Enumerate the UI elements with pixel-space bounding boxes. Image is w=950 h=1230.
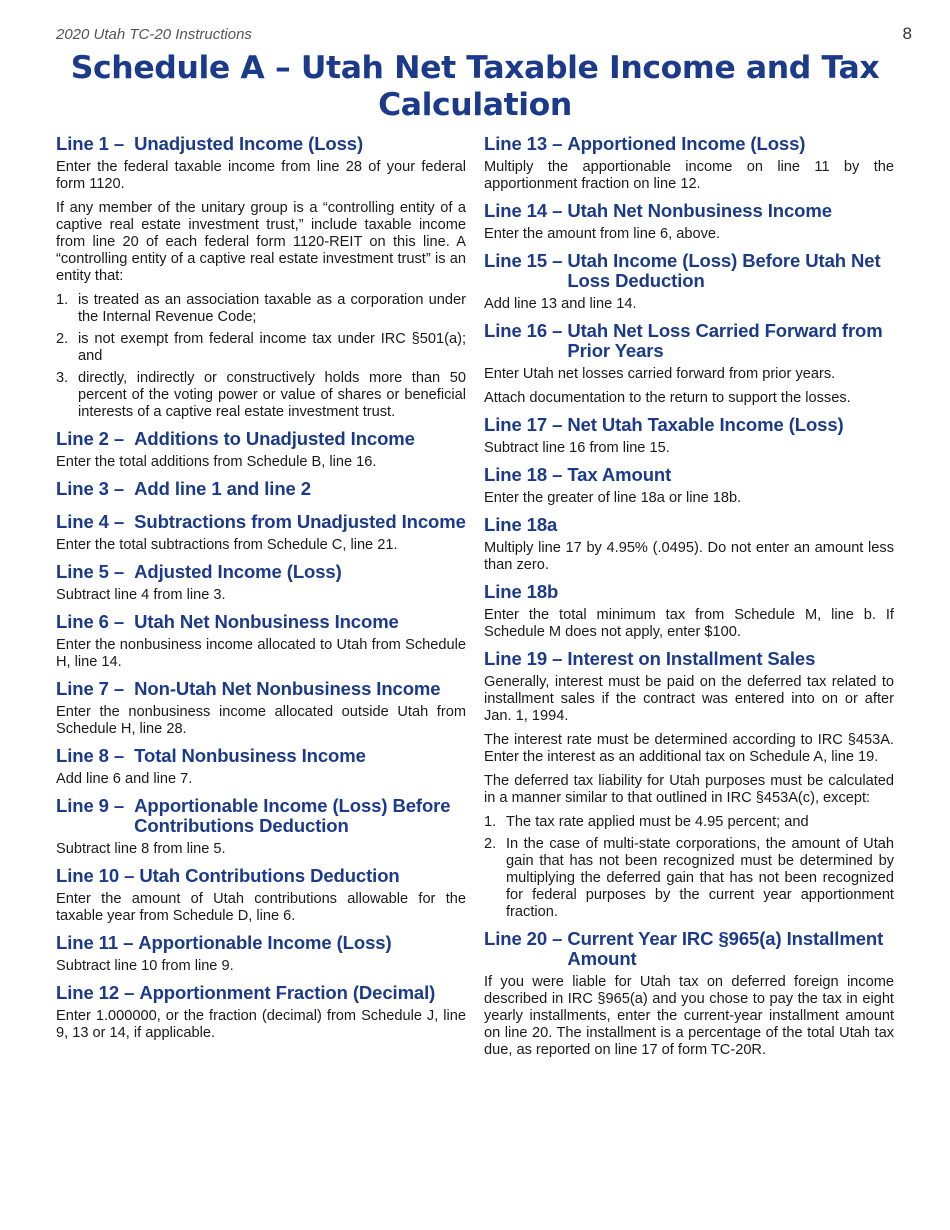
line-13-heading xyxy=(484,134,894,154)
line-1-heading xyxy=(56,134,466,154)
line-17-heading xyxy=(484,415,894,435)
line-11-title: Apportionable Income (Loss) xyxy=(138,932,392,953)
line-19-paragraph-1: Generally, interest must be paid on the deferred tax related to installment sales if the contract was entered into on or after Jan. 1, 1994. xyxy=(484,674,894,724)
line-10-label: Line 10 – xyxy=(56,865,140,886)
line-4-heading xyxy=(56,512,466,532)
right-column xyxy=(484,134,894,1067)
line-17-title: Net Utah Taxable Income (Loss) xyxy=(567,414,844,435)
line-12-label: Line 12 – xyxy=(56,982,140,1003)
section-line-16 xyxy=(484,321,894,407)
line-2-paragraph: Enter the total additions from Schedule B, line 16. xyxy=(56,454,377,470)
line-18b-paragraph: Enter the total minimum tax from Schedule M, line b. If Schedule M does not apply, enter $100. xyxy=(484,607,894,640)
line-16-paragraph-1: Enter Utah net losses carried forward from prior years. xyxy=(484,366,836,382)
line-3-title: Add line 1 and line 2 xyxy=(134,478,311,499)
list-item-text: is not exempt from federal income tax under IRC §501(a); and xyxy=(78,331,466,364)
line-19-paragraph-3: The deferred tax liability for Utah purposes must be calculated in a manner similar to that outlined in IRC §453A(c), except: xyxy=(484,773,894,806)
list-item xyxy=(484,814,894,831)
line-10-paragraph: Enter the amount of Utah contributions allowable for the taxable year from Schedule D, line 6. xyxy=(56,891,466,924)
line-9-label: Line 9 – xyxy=(56,795,135,816)
line-6-title: Utah Net Nonbusiness Income xyxy=(134,611,399,632)
line-16-title: Utah Net Loss Carried Forward from Prior Years xyxy=(567,320,883,361)
list-item-number: 2. xyxy=(484,836,497,852)
section-line-17 xyxy=(484,415,894,457)
line-7-label: Line 7 – xyxy=(56,678,135,699)
line-16-paragraph-2: Attach documentation to the return to support the losses. xyxy=(484,390,851,406)
section-line-19 xyxy=(484,649,894,921)
line-6-label: Line 6 – xyxy=(56,611,135,632)
section-line-12 xyxy=(56,983,466,1042)
line-18-paragraph: Enter the greater of line 18a or line 18b. xyxy=(484,490,742,506)
line-1-paragraph-1: Enter the federal taxable income from line 28 of your federal form 1120. xyxy=(56,159,466,192)
line-11-label: Line 11 – xyxy=(56,932,139,953)
line-9-paragraph: Subtract line 8 from line 5. xyxy=(56,841,226,857)
line-8-label: Line 8 – xyxy=(56,745,135,766)
list-item-text: is treated as an association taxable as a corporation under the Internal Revenue Code; xyxy=(78,292,466,325)
line-20-heading xyxy=(484,929,894,969)
line-10-title: Utah Contributions Deduction xyxy=(139,865,400,886)
list-item xyxy=(56,370,466,421)
line-12-paragraph: Enter 1.000000, or the fraction (decimal) from Schedule J, line 9, 13 or 14, if applicable. xyxy=(56,1008,466,1041)
line-6-paragraph: Enter the nonbusiness income allocated to Utah from Schedule H, line 14. xyxy=(56,637,466,670)
section-line-18b xyxy=(484,582,894,641)
line-5-label: Line 5 – xyxy=(56,561,135,582)
section-line-7 xyxy=(56,679,466,738)
line-14-title: Utah Net Nonbusiness Income xyxy=(567,200,832,221)
line-12-heading xyxy=(56,983,466,1003)
line-13-paragraph: Multiply the apportionable income on line 11 by the apportionment fraction on line 12. xyxy=(484,159,894,192)
line-5-title: Adjusted Income (Loss) xyxy=(134,561,342,582)
line-3-heading xyxy=(56,479,466,499)
section-line-1 xyxy=(56,134,466,421)
line-14-heading xyxy=(484,201,894,221)
line-19-title: Interest on Installment Sales xyxy=(567,648,816,669)
section-line-14 xyxy=(484,201,894,243)
line-18a-heading xyxy=(484,515,894,535)
line-2-heading xyxy=(56,429,466,449)
line-14-paragraph: Enter the amount from line 6, above. xyxy=(484,226,721,242)
list-item-text: directly, indirectly or constructively holds more than 50 percent of the voting power or value of shares or beneficial interests of a captive real estate investment trust. xyxy=(78,370,466,420)
line-20-label: Line 20 – xyxy=(484,928,568,949)
list-item xyxy=(484,836,894,921)
line-5-heading xyxy=(56,562,466,582)
line-19-paragraph-2: The interest rate must be determined according to IRC §453A. Enter the interest as an additional tax on Schedule A, line 19. xyxy=(484,732,894,765)
list-item-text: In the case of multi-state corporations, the amount of Utah gain that has not been recognized must be determined by multiplying the deferred gain that has not been recognized for federal purposes by the current year apportionment fraction. xyxy=(506,836,894,920)
list-item-number: 1. xyxy=(56,292,69,308)
line-7-paragraph: Enter the nonbusiness income allocated outside Utah from Schedule H, line 28. xyxy=(56,704,466,737)
list-item xyxy=(56,292,466,326)
section-line-2 xyxy=(56,429,466,471)
line-1-title: Unadjusted Income (Loss) xyxy=(134,133,364,154)
line-12-title: Apportionment Fraction (Decimal) xyxy=(139,982,436,1003)
section-line-13 xyxy=(484,134,894,193)
line-16-heading xyxy=(484,321,894,361)
page-title-line1: Schedule A – Utah Net Taxable Income and Tax xyxy=(70,50,880,86)
section-line-10 xyxy=(56,866,466,925)
line-8-paragraph: Add line 6 and line 7. xyxy=(56,771,193,787)
section-line-20 xyxy=(484,929,894,1059)
line-18a-paragraph: Multiply line 17 by 4.95% (.0495). Do not enter an amount less than zero. xyxy=(484,540,894,573)
list-item-number: 3. xyxy=(56,370,69,386)
line-8-heading xyxy=(56,746,466,766)
page-number: 8 xyxy=(902,24,912,43)
line-9-title: Apportionable Income (Loss) Before Contributions Deduction xyxy=(134,795,451,836)
line-18-title: Tax Amount xyxy=(567,464,672,485)
line-15-title: Utah Income (Loss) Before Utah Net Loss Deduction xyxy=(567,250,881,291)
line-10-heading xyxy=(56,866,466,886)
line-13-title: Apportioned Income (Loss) xyxy=(567,133,806,154)
line-3-label: Line 3 – xyxy=(56,478,135,499)
list-item-number: 2. xyxy=(56,331,69,347)
line-20-paragraph: If you were liable for Utah tax on deferred foreign income described in IRC §965(a) and you chose to pay the tax in eight yearly installments, enter the current-year installment amount on line 20. The installment is a percentage of the total Utah tax due, as reported on line 17 of form TC-20R. xyxy=(484,974,894,1058)
line-1-list xyxy=(56,292,466,421)
line-7-heading xyxy=(56,679,466,699)
section-line-4 xyxy=(56,512,466,554)
line-2-label: Line 2 – xyxy=(56,428,135,449)
line-2-title: Additions to Unadjusted Income xyxy=(134,428,415,449)
line-11-paragraph: Subtract line 10 from line 9. xyxy=(56,958,234,974)
list-item-text: The tax rate applied must be 4.95 percent; and xyxy=(506,814,809,830)
section-line-3 xyxy=(56,479,466,499)
section-line-18 xyxy=(484,465,894,507)
line-16-label: Line 16 – xyxy=(484,320,568,341)
line-13-label: Line 13 – xyxy=(484,133,568,154)
section-line-5 xyxy=(56,562,466,604)
line-9-heading xyxy=(56,796,466,836)
line-5-paragraph: Subtract line 4 from line 3. xyxy=(56,587,226,603)
section-line-18a xyxy=(484,515,894,574)
line-8-title: Total Nonbusiness Income xyxy=(134,745,366,766)
line-4-title: Subtractions from Unadjusted Income xyxy=(134,511,466,532)
section-line-9 xyxy=(56,796,466,858)
line-15-heading xyxy=(484,251,894,291)
line-19-list xyxy=(484,814,894,921)
list-item xyxy=(56,331,466,365)
line-19-heading xyxy=(484,649,894,669)
line-17-paragraph: Subtract line 16 from line 15. xyxy=(484,440,670,456)
line-4-label: Line 4 – xyxy=(56,511,135,532)
section-line-6 xyxy=(56,612,466,671)
section-line-8 xyxy=(56,746,466,788)
line-15-paragraph: Add line 13 and line 14. xyxy=(484,296,637,312)
section-line-11 xyxy=(56,933,466,975)
page-title xyxy=(30,50,920,124)
running-header: 2020 Utah TC-20 Instructions xyxy=(56,26,252,43)
line-4-paragraph: Enter the total subtractions from Schedule C, line 21. xyxy=(56,537,398,553)
list-item-number: 1. xyxy=(484,814,497,830)
line-11-heading xyxy=(56,933,466,953)
page-title-line2: Calculation xyxy=(378,87,572,123)
left-column xyxy=(56,134,466,1050)
line-15-label: Line 15 – xyxy=(484,250,568,271)
line-18b-heading xyxy=(484,582,894,602)
line-20-title: Current Year IRC §965(a) Installment Amount xyxy=(567,928,884,969)
line-14-label: Line 14 – xyxy=(484,200,568,221)
line-19-label: Line 19 – xyxy=(484,648,568,669)
section-line-15 xyxy=(484,251,894,313)
line-18-heading xyxy=(484,465,894,485)
line-18a-title: Line 18a xyxy=(484,514,558,535)
line-1-label: Line 1 – xyxy=(56,133,135,154)
line-17-label: Line 17 – xyxy=(484,414,568,435)
line-18-label: Line 18 – xyxy=(484,464,568,485)
line-18b-title: Line 18b xyxy=(484,581,559,602)
line-6-heading xyxy=(56,612,466,632)
line-1-paragraph-2: If any member of the unitary group is a “controlling entity of a captive real estate investment trust,” include taxable income from line 20 of each federal form 1120-REIT on this line. A “controlling entity of a captive real estate investment trust” is an entity that: xyxy=(56,200,466,284)
line-7-title: Non-Utah Net Nonbusiness Income xyxy=(134,678,441,699)
